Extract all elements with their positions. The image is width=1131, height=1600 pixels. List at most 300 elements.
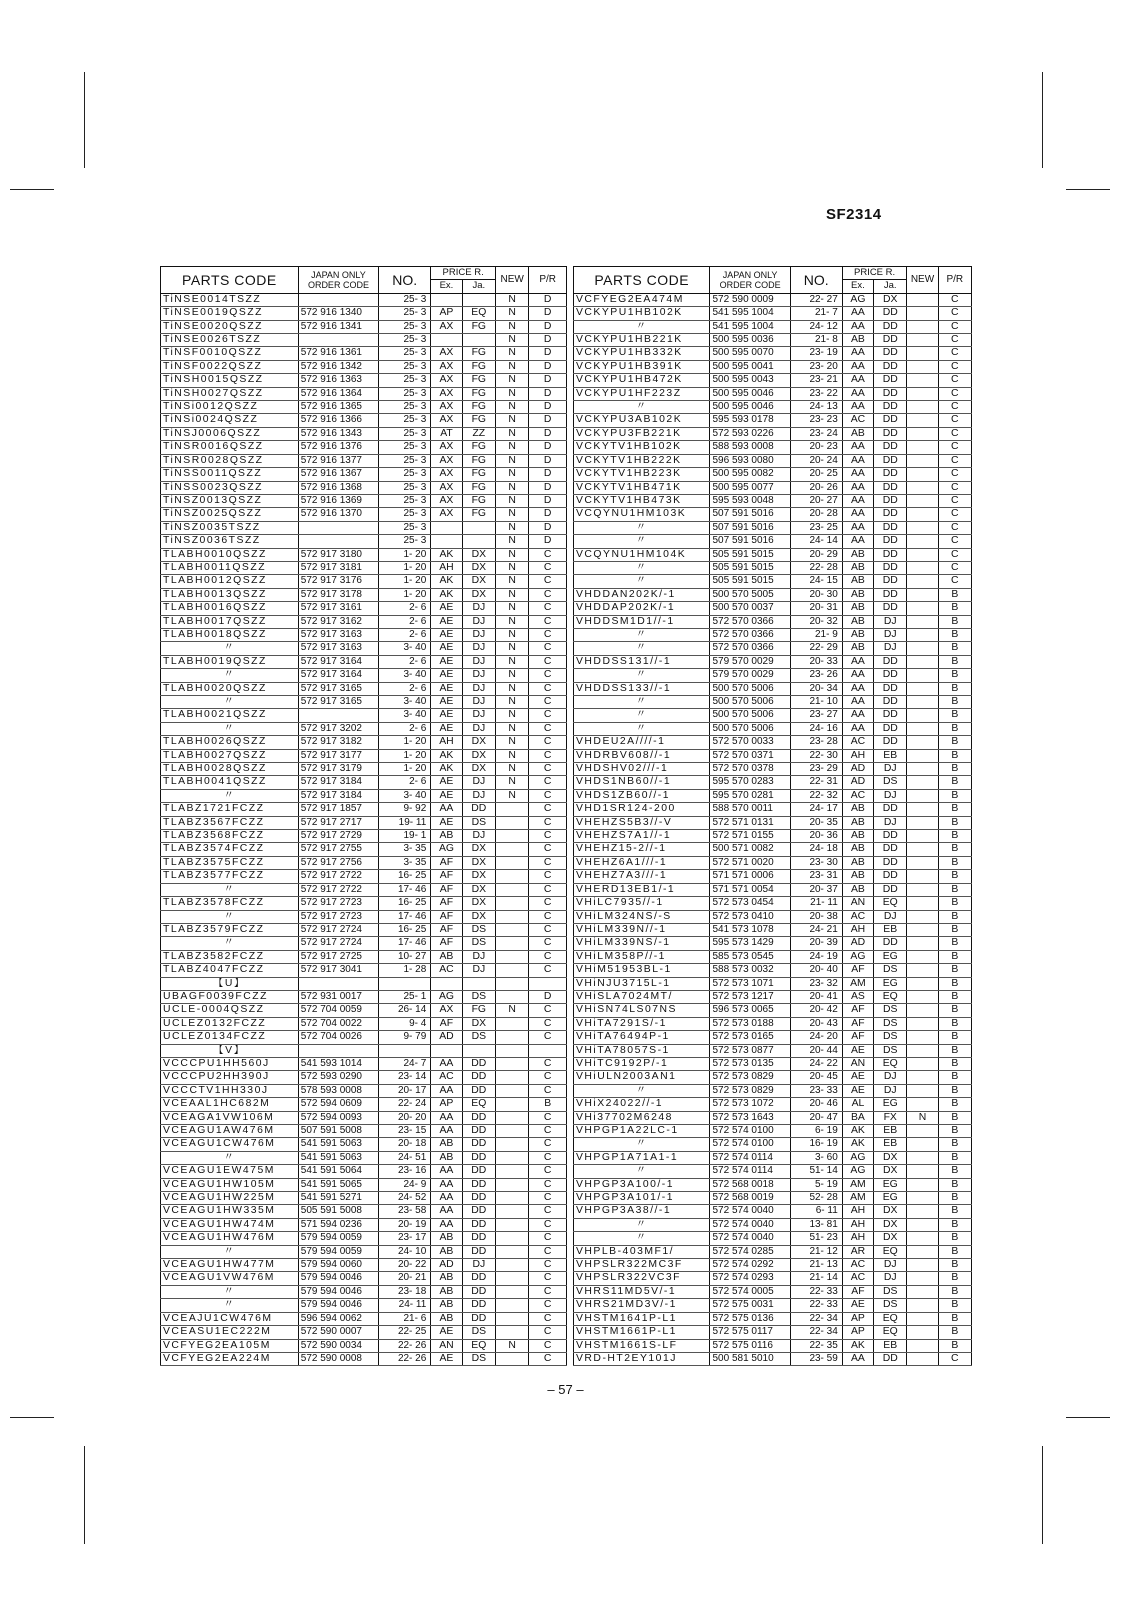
order-code-cell: 572 574 0292 bbox=[710, 1259, 790, 1272]
parts-code-cell: TLABZ3579FCZZ bbox=[161, 923, 299, 936]
ref-no-cell: 24- 15 bbox=[790, 575, 842, 588]
parts-code-cell: VCKYPU3AB102K bbox=[574, 414, 710, 427]
new-flag-cell bbox=[495, 1299, 528, 1312]
table-row bbox=[161, 709, 567, 722]
pr-code-cell: B bbox=[938, 1245, 971, 1258]
parts-code-cell: VHPGP1A22LC-1 bbox=[574, 1125, 710, 1138]
order-code-cell: 500 595 0046 bbox=[710, 401, 790, 414]
new-flag-cell bbox=[907, 696, 938, 709]
order-code-cell: 500 595 0036 bbox=[710, 334, 790, 347]
table-row bbox=[161, 320, 567, 333]
order-code-cell: 572 916 1368 bbox=[298, 481, 378, 494]
new-flag-cell: N bbox=[495, 441, 528, 454]
order-code-cell: 572 916 1377 bbox=[298, 454, 378, 467]
price-ja-cell: EB bbox=[874, 1339, 907, 1352]
table-row bbox=[161, 897, 567, 910]
pr-code-cell: C bbox=[529, 937, 567, 950]
new-flag-cell bbox=[907, 1218, 938, 1231]
table-row bbox=[161, 1259, 567, 1272]
ref-no-cell: 25- 3 bbox=[379, 320, 431, 333]
ref-no-cell: 10- 27 bbox=[379, 950, 431, 963]
price-ex-cell bbox=[431, 293, 462, 306]
price-ja-cell: DS bbox=[462, 923, 495, 936]
ref-no-cell: 23- 22 bbox=[790, 387, 842, 400]
pr-code-cell: B bbox=[938, 1017, 971, 1030]
table-row bbox=[161, 642, 567, 655]
parts-code-cell: VCEAGU1HW105M bbox=[161, 1178, 299, 1191]
table-row bbox=[574, 1192, 972, 1205]
price-ex-cell: AF bbox=[431, 856, 462, 869]
table-row bbox=[574, 628, 972, 641]
price-ja-cell: DD bbox=[874, 360, 907, 373]
pr-code-cell: C bbox=[938, 468, 971, 481]
order-code-cell: 572 917 2717 bbox=[298, 816, 378, 829]
pr-code-cell: C bbox=[938, 575, 971, 588]
parts-code-cell: VCFYEG2EA105M bbox=[161, 1339, 299, 1352]
pr-code-cell bbox=[529, 977, 567, 990]
table-row bbox=[161, 548, 567, 561]
price-ja-cell: DJ bbox=[874, 1259, 907, 1272]
ref-no-cell: 20- 23 bbox=[790, 441, 842, 454]
ref-no-cell: 24- 22 bbox=[790, 1057, 842, 1070]
parts-code-cell: VHDDSS131//-1 bbox=[574, 655, 710, 668]
pr-code-cell: B bbox=[938, 1031, 971, 1044]
pr-code-cell: B bbox=[938, 789, 971, 802]
ref-no-cell: 13- 81 bbox=[790, 1218, 842, 1231]
table-row bbox=[574, 709, 972, 722]
price-ja-cell: DX bbox=[462, 870, 495, 883]
price-ja-cell: DD bbox=[874, 709, 907, 722]
price-ex-cell: AX bbox=[431, 360, 462, 373]
new-flag-cell bbox=[907, 722, 938, 735]
order-code-cell: 505 591 5015 bbox=[710, 561, 790, 574]
price-ja-cell: FG bbox=[462, 1004, 495, 1017]
table-row bbox=[574, 843, 972, 856]
new-flag-cell bbox=[907, 548, 938, 561]
order-code-cell: 579 570 0029 bbox=[710, 655, 790, 668]
order-code-cell: 579 594 0059 bbox=[298, 1245, 378, 1258]
order-code-cell: 572 917 3165 bbox=[298, 696, 378, 709]
table-row bbox=[574, 763, 972, 776]
pr-code-cell: C bbox=[938, 548, 971, 561]
parts-code-cell: TLABH0010QSZZ bbox=[161, 548, 299, 561]
price-ex-cell: AB bbox=[431, 830, 462, 843]
price-ex-cell: AA bbox=[842, 454, 873, 467]
price-ex-cell: AB bbox=[842, 843, 873, 856]
price-ja-cell: DX bbox=[462, 897, 495, 910]
header-order-code: JAPAN ONLY ORDER CODE bbox=[710, 267, 790, 294]
pr-code-cell: B bbox=[938, 1125, 971, 1138]
price-ex-cell: AA bbox=[842, 441, 873, 454]
new-flag-cell: N bbox=[495, 454, 528, 467]
new-flag-cell bbox=[495, 964, 528, 977]
price-ja-cell: DD bbox=[874, 535, 907, 548]
price-ex-cell: AG bbox=[431, 843, 462, 856]
parts-code-cell: VHDDSM1D1//-1 bbox=[574, 615, 710, 628]
parts-code-cell: TLABZ3568FCZZ bbox=[161, 830, 299, 843]
order-code-cell bbox=[298, 977, 378, 990]
price-ex-cell: AD bbox=[842, 763, 873, 776]
pr-code-cell: B bbox=[938, 1218, 971, 1231]
price-ex-cell: AF bbox=[431, 897, 462, 910]
price-ex-cell: AB bbox=[842, 628, 873, 641]
price-ja-cell: DX bbox=[462, 561, 495, 574]
parts-code-cell: VCEAGU1HW225M bbox=[161, 1192, 299, 1205]
price-ja-cell: FG bbox=[462, 347, 495, 360]
price-ja-cell: DS bbox=[874, 1285, 907, 1298]
pr-code-cell: C bbox=[938, 441, 971, 454]
pr-code-cell: D bbox=[529, 508, 567, 521]
price-ex-cell: AB bbox=[842, 334, 873, 347]
ref-no-cell: 3- 40 bbox=[379, 709, 431, 722]
parts-code-cell: VHSTM1641P-L1 bbox=[574, 1312, 710, 1325]
pr-code-cell: C bbox=[529, 669, 567, 682]
parts-code-cell: VHDEU2A////-1 bbox=[574, 736, 710, 749]
price-ja-cell: DX bbox=[462, 856, 495, 869]
price-ja-cell: DS bbox=[874, 1004, 907, 1017]
parts-code-cell: TLABH0026QSZZ bbox=[161, 736, 299, 749]
parts-code-cell: TLABH0017QSZZ bbox=[161, 615, 299, 628]
ref-no-cell: 9- 79 bbox=[379, 1031, 431, 1044]
ref-no-cell: 2- 6 bbox=[379, 655, 431, 668]
price-ex-cell: BA bbox=[842, 1111, 873, 1124]
ref-no-cell: 1- 28 bbox=[379, 964, 431, 977]
table-row bbox=[161, 776, 567, 789]
table-row bbox=[161, 870, 567, 883]
pr-code-cell: C bbox=[529, 1125, 567, 1138]
price-ja-cell: DD bbox=[462, 1071, 495, 1084]
new-flag-cell bbox=[907, 1044, 938, 1057]
parts-code-cell: VHiTA7291S/-1 bbox=[574, 1017, 710, 1030]
parts-code-cell: VHDS1NB60//-1 bbox=[574, 776, 710, 789]
parts-code-cell: TiNSF0022QSZZ bbox=[161, 360, 299, 373]
order-code-cell: 507 591 5016 bbox=[710, 508, 790, 521]
price-ex-cell: AE bbox=[842, 1071, 873, 1084]
ref-no-cell: 20- 30 bbox=[790, 588, 842, 601]
price-ex-cell: AA bbox=[842, 722, 873, 735]
ref-no-cell: 20- 22 bbox=[379, 1259, 431, 1272]
parts-code-cell: TiNSZ0035TSZZ bbox=[161, 521, 299, 534]
price-ex-cell: AA bbox=[842, 360, 873, 373]
ref-no-cell: 23- 25 bbox=[790, 521, 842, 534]
table-row bbox=[161, 1339, 567, 1352]
price-ex-cell: AK bbox=[842, 1138, 873, 1151]
ref-no-cell: 22- 26 bbox=[379, 1339, 431, 1352]
order-code-cell: 507 591 5016 bbox=[710, 521, 790, 534]
price-ja-cell: DD bbox=[462, 1312, 495, 1325]
new-flag-cell bbox=[907, 709, 938, 722]
order-code-cell: 572 573 0829 bbox=[710, 1084, 790, 1097]
ref-no-cell: 24- 52 bbox=[379, 1192, 431, 1205]
ref-no-cell: 23- 19 bbox=[790, 347, 842, 360]
price-ex-cell: AF bbox=[431, 923, 462, 936]
crop-mark bbox=[10, 189, 54, 190]
price-ja-cell bbox=[462, 977, 495, 990]
pr-code-cell: B bbox=[938, 1285, 971, 1298]
pr-code-cell: C bbox=[529, 548, 567, 561]
ref-no-cell: 23- 15 bbox=[379, 1125, 431, 1138]
table-row bbox=[161, 950, 567, 963]
table-row bbox=[161, 360, 567, 373]
table-row bbox=[161, 1165, 567, 1178]
parts-code-cell: VCKYPU1HB391K bbox=[574, 360, 710, 373]
table-row bbox=[161, 615, 567, 628]
pr-code-cell: B bbox=[938, 910, 971, 923]
parts-code-cell: TLABZ4047FCZZ bbox=[161, 964, 299, 977]
price-ex-cell: AA bbox=[431, 1084, 462, 1097]
pr-code-cell: C bbox=[938, 401, 971, 414]
parts-code-cell: 〃 bbox=[574, 1084, 710, 1097]
price-ex-cell: AG bbox=[431, 990, 462, 1003]
price-ja-cell bbox=[462, 334, 495, 347]
parts-code-cell: 〃 bbox=[574, 1165, 710, 1178]
order-code-cell: 595 593 0178 bbox=[710, 414, 790, 427]
ref-no-cell: 23- 18 bbox=[379, 1285, 431, 1298]
table-row bbox=[574, 1218, 972, 1231]
table-row bbox=[574, 1151, 972, 1164]
order-code-cell: 572 704 0026 bbox=[298, 1031, 378, 1044]
price-ex-cell: AH bbox=[842, 1232, 873, 1245]
ref-no-cell: 51- 14 bbox=[790, 1165, 842, 1178]
price-ja-cell: FG bbox=[462, 320, 495, 333]
parts-code-cell: VCEASU1EC222M bbox=[161, 1326, 299, 1339]
ref-no-cell: 25- 3 bbox=[379, 374, 431, 387]
table-row bbox=[574, 977, 972, 990]
page-number: – 57 – bbox=[547, 1382, 584, 1397]
ref-no-cell: 1- 20 bbox=[379, 561, 431, 574]
header-new: NEW bbox=[907, 267, 938, 294]
price-ex-cell: AK bbox=[842, 1339, 873, 1352]
price-ex-cell: AH bbox=[431, 561, 462, 574]
price-ja-cell: EQ bbox=[462, 307, 495, 320]
price-ex-cell: AE bbox=[431, 696, 462, 709]
price-ex-cell: AM bbox=[842, 1192, 873, 1205]
new-flag-cell bbox=[907, 856, 938, 869]
parts-code-cell: 〃 bbox=[574, 696, 710, 709]
pr-code-cell: B bbox=[938, 709, 971, 722]
new-flag-cell bbox=[907, 1017, 938, 1030]
pr-code-cell: B bbox=[938, 830, 971, 843]
ref-no-cell: 23- 59 bbox=[790, 1352, 842, 1365]
order-code-cell: 595 570 0281 bbox=[710, 789, 790, 802]
new-flag-cell bbox=[907, 950, 938, 963]
new-flag-cell bbox=[495, 856, 528, 869]
order-code-cell: 572 568 0018 bbox=[710, 1178, 790, 1191]
new-flag-cell: N bbox=[495, 1004, 528, 1017]
price-ex-cell: AX bbox=[431, 320, 462, 333]
new-flag-cell: N bbox=[495, 548, 528, 561]
order-code-cell: 572 917 3176 bbox=[298, 575, 378, 588]
new-flag-cell: N bbox=[495, 709, 528, 722]
price-ex-cell: AA bbox=[842, 320, 873, 333]
parts-code-cell: 〃 bbox=[161, 1245, 299, 1258]
table-row bbox=[574, 454, 972, 467]
table-row bbox=[161, 1057, 567, 1070]
parts-code-cell: 〃 bbox=[574, 628, 710, 641]
price-ja-cell: EG bbox=[874, 1192, 907, 1205]
price-ex-cell: AM bbox=[842, 977, 873, 990]
pr-code-cell: B bbox=[938, 736, 971, 749]
ref-no-cell: 25- 3 bbox=[379, 454, 431, 467]
order-code-cell: 572 917 2724 bbox=[298, 937, 378, 950]
new-flag-cell bbox=[495, 923, 528, 936]
pr-code-cell: B bbox=[938, 977, 971, 990]
table-row bbox=[574, 521, 972, 534]
order-code-cell bbox=[298, 334, 378, 347]
table-row bbox=[161, 334, 567, 347]
pr-code-cell: B bbox=[938, 1138, 971, 1151]
price-ex-cell: AC bbox=[842, 1259, 873, 1272]
table-row bbox=[574, 360, 972, 373]
new-flag-cell bbox=[907, 1178, 938, 1191]
table-row bbox=[574, 749, 972, 762]
price-ex-cell: AX bbox=[431, 481, 462, 494]
parts-code-cell: VHPGP3A100/-1 bbox=[574, 1178, 710, 1191]
price-ex-cell: AK bbox=[431, 763, 462, 776]
price-ja-cell: FG bbox=[462, 441, 495, 454]
parts-code-cell: VCEAJU1CW476M bbox=[161, 1312, 299, 1325]
parts-code-cell: VHiTA76494P-1 bbox=[574, 1031, 710, 1044]
price-ex-cell: AC bbox=[431, 964, 462, 977]
price-ja-cell bbox=[462, 1044, 495, 1057]
ref-no-cell: 16- 25 bbox=[379, 897, 431, 910]
ref-no-cell: 22- 35 bbox=[790, 1339, 842, 1352]
new-flag-cell bbox=[907, 923, 938, 936]
pr-code-cell: B bbox=[938, 937, 971, 950]
order-code-cell: 572 571 0131 bbox=[710, 816, 790, 829]
table-row bbox=[574, 950, 972, 963]
parts-code-cell: VHiM51953BL-1 bbox=[574, 964, 710, 977]
ref-no-cell: 20- 24 bbox=[790, 454, 842, 467]
price-ex-cell: AB bbox=[842, 575, 873, 588]
ref-no-cell: 20- 41 bbox=[790, 990, 842, 1003]
new-flag-cell bbox=[907, 1326, 938, 1339]
order-code-cell: 572 573 1071 bbox=[710, 977, 790, 990]
ref-no-cell bbox=[379, 1044, 431, 1057]
parts-code-cell: VCFYEG2EA474M bbox=[574, 293, 710, 306]
price-ja-cell: DD bbox=[462, 1245, 495, 1258]
price-ex-cell: AE bbox=[431, 789, 462, 802]
pr-code-cell: C bbox=[938, 307, 971, 320]
new-flag-cell bbox=[495, 977, 528, 990]
new-flag-cell bbox=[495, 1138, 528, 1151]
order-code-cell: 572 917 3184 bbox=[298, 776, 378, 789]
ref-no-cell: 22- 27 bbox=[790, 293, 842, 306]
pr-code-cell: C bbox=[938, 427, 971, 440]
price-ja-cell: DJ bbox=[874, 615, 907, 628]
table-row bbox=[574, 870, 972, 883]
ref-no-cell: 3- 40 bbox=[379, 642, 431, 655]
ref-no-cell: 23- 14 bbox=[379, 1071, 431, 1084]
parts-code-cell: TLABH0021QSZZ bbox=[161, 709, 299, 722]
ref-no-cell: 23- 17 bbox=[379, 1232, 431, 1245]
ref-no-cell: 5- 19 bbox=[790, 1178, 842, 1191]
price-ex-cell: AB bbox=[842, 561, 873, 574]
parts-code-cell: TLABZ3574FCZZ bbox=[161, 843, 299, 856]
price-ja-cell: DJ bbox=[874, 1071, 907, 1084]
model-number: SF2314 bbox=[826, 206, 882, 223]
price-ex-cell: AH bbox=[431, 736, 462, 749]
price-ex-cell: AD bbox=[842, 937, 873, 950]
table-row bbox=[574, 320, 972, 333]
pr-code-cell: B bbox=[938, 669, 971, 682]
header-no: NO. bbox=[379, 267, 431, 294]
order-code-cell: 572 917 2725 bbox=[298, 950, 378, 963]
new-flag-cell: N bbox=[495, 763, 528, 776]
pr-code-cell: C bbox=[529, 615, 567, 628]
parts-code-cell: TiNSZ0013QSZZ bbox=[161, 494, 299, 507]
order-code-cell: 572 917 3177 bbox=[298, 749, 378, 762]
price-ja-cell: DJ bbox=[462, 950, 495, 963]
table-row bbox=[161, 1098, 567, 1111]
new-flag-cell bbox=[907, 628, 938, 641]
price-ja-cell: DJ bbox=[874, 789, 907, 802]
pr-code-cell: C bbox=[529, 950, 567, 963]
parts-code-cell: UCLE-0004QSZZ bbox=[161, 1004, 299, 1017]
ref-no-cell: 3- 60 bbox=[790, 1151, 842, 1164]
parts-code-cell: VCKYTV1HB222K bbox=[574, 454, 710, 467]
price-ex-cell: AA bbox=[842, 481, 873, 494]
price-ja-cell: DD bbox=[462, 1151, 495, 1164]
parts-code-cell: VCKYPU1HB472K bbox=[574, 374, 710, 387]
price-ex-cell: AG bbox=[842, 1165, 873, 1178]
parts-code-cell: 〃 bbox=[574, 561, 710, 574]
order-code-cell: 572 916 1363 bbox=[298, 374, 378, 387]
price-ex-cell: AR bbox=[842, 1245, 873, 1258]
price-ja-cell: DD bbox=[874, 347, 907, 360]
table-row bbox=[574, 481, 972, 494]
price-ja-cell: FX bbox=[874, 1111, 907, 1124]
price-ex-cell: AD bbox=[431, 1031, 462, 1044]
ref-no-cell: 3- 35 bbox=[379, 856, 431, 869]
new-flag-cell bbox=[907, 387, 938, 400]
price-ex-cell: AX bbox=[431, 454, 462, 467]
order-code-cell: 572 575 0117 bbox=[710, 1326, 790, 1339]
order-code-cell: 500 570 5006 bbox=[710, 696, 790, 709]
new-flag-cell: N bbox=[495, 320, 528, 333]
pr-code-cell: B bbox=[938, 655, 971, 668]
ref-no-cell: 20- 45 bbox=[790, 1071, 842, 1084]
price-ja-cell: EQ bbox=[874, 1057, 907, 1070]
ref-no-cell: 16- 19 bbox=[790, 1138, 842, 1151]
pr-code-cell: C bbox=[529, 642, 567, 655]
price-ex-cell: AE bbox=[431, 1352, 462, 1365]
order-code-cell: 500 595 0077 bbox=[710, 481, 790, 494]
new-flag-cell bbox=[907, 414, 938, 427]
pr-code-cell: B bbox=[938, 1232, 971, 1245]
pr-code-cell: C bbox=[938, 347, 971, 360]
new-flag-cell bbox=[907, 1125, 938, 1138]
ref-no-cell: 23- 28 bbox=[790, 736, 842, 749]
order-code-cell: 571 594 0236 bbox=[298, 1218, 378, 1231]
new-flag-cell bbox=[495, 1017, 528, 1030]
pr-code-cell: C bbox=[529, 588, 567, 601]
parts-code-cell: 〃 bbox=[161, 669, 299, 682]
price-ex-cell: AF bbox=[431, 883, 462, 896]
price-ex-cell: AE bbox=[431, 682, 462, 695]
parts-code-cell: UCLEZ0134FCZZ bbox=[161, 1031, 299, 1044]
table-row bbox=[574, 494, 972, 507]
table-row bbox=[161, 749, 567, 762]
parts-code-cell: VHiLM324NS/-S bbox=[574, 910, 710, 923]
pr-code-cell: B bbox=[938, 763, 971, 776]
ref-no-cell: 24- 16 bbox=[790, 722, 842, 735]
parts-code-cell: VHRS21MD3V/-1 bbox=[574, 1299, 710, 1312]
order-code-cell: 572 917 3041 bbox=[298, 964, 378, 977]
pr-code-cell: B bbox=[938, 964, 971, 977]
parts-table-right-body bbox=[574, 293, 972, 1366]
order-code-cell: 541 593 1014 bbox=[298, 1057, 378, 1070]
